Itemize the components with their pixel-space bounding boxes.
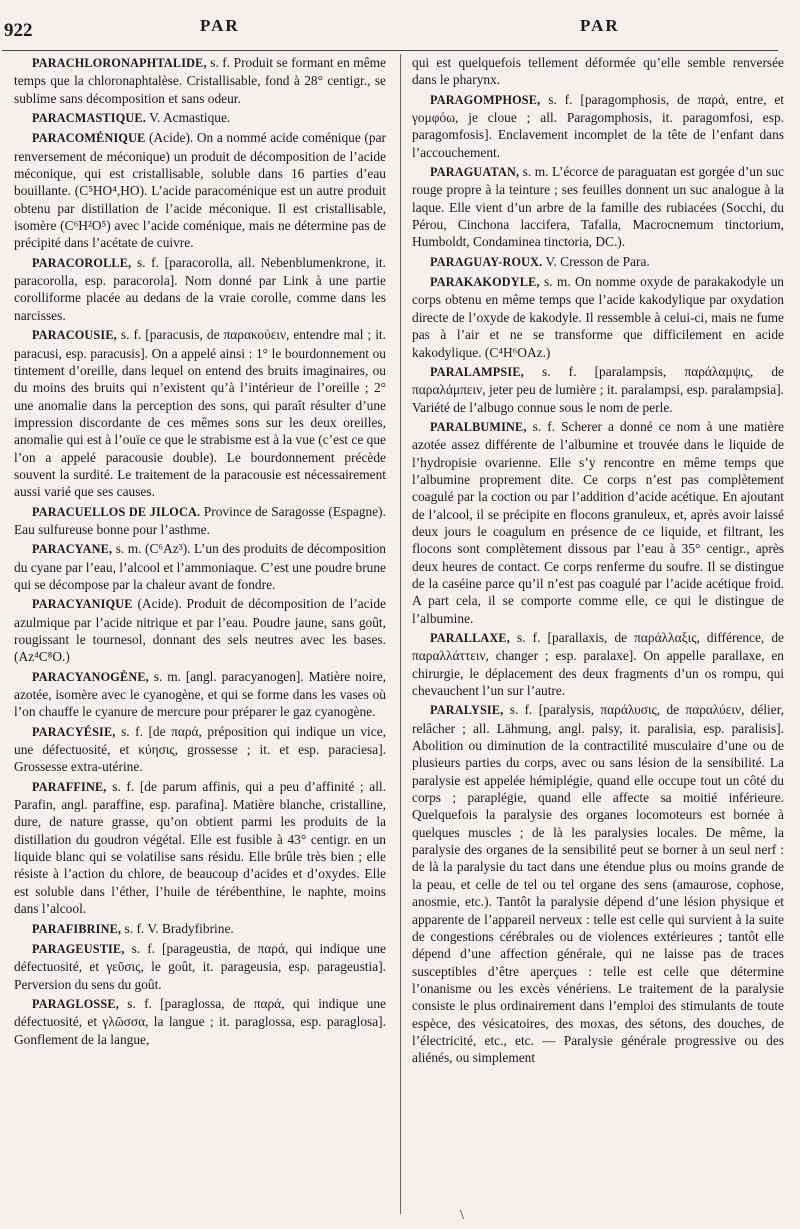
entry-definition: V. Cresson de Para.: [542, 253, 650, 269]
page-number: 922: [4, 20, 33, 41]
entry-definition: s. f. V. Bradyfibrine.: [121, 920, 234, 936]
entry-definition: s. f. Scherer a donné ce nom à une matière azotée assez différente de l’albumine et trouvée dans le liquide de l’hydropisie ovarienne. Elle s’y rencontre en même temps que l’albumine proprement dite. Ce corps n’est pas complètement coagulé par la coction ou par l’addition d’acide acétique. En ajoutant de l’alcool, il se précipite en flocons granuleux, et, après avoir laissé deux jours le coagulum en présence de ce liquide, et filtrant, les flocons sont complètement dissous par l’eau à 35° centigr., après deux heures de contact. Ce corps renferme du soufre. Il se distingue de la caséine parce qu’il n’est pas coagulé par l’acide acétique froid. A part cela, il se comporte comme elle, ce qui le distingue de l’albumine.: [412, 418, 784, 626]
dictionary-entry: [14, 503, 386, 539]
dictionary-entry: [412, 701, 784, 1066]
dictionary-entry: [14, 540, 386, 593]
entry-definition: s. f. [paralysis, παράλυσις, de παραλύειν, délier, relâcher ; all. Lähmung, angl. palsy, it. paralisia, esp. paralisis]. Abolition ou diminution de la contractilité musculaire d’une ou de plusieurs parties du corps, avec ou sans lésion de la sensibilité. La paralysie est appelée hémiplégie, quand elle occupe tout un côté du corps ; paraplégie, quand elle affecte sa moitié inférieure. Quelquefois la paralysie des organes locomoteurs est bornée à quelques muscles ; de là les paralysies locales. De même, la paralysie des organes de la sensibilité peut se borner à un seul nerf : de là la paralysie du tact dans une étendue plus ou moins grande de la peau, et celle de tel ou tel organe des sens (amaurose, cophose, anosmie, etc.). Tantôt la paralysie dépend d’une lésion physique et apparente de l’appareil nerveux : telle est celle qui survient à la suite de congestions cérébrales ou de violences extérieures ; tantôt elle dépend d’une affection générale, qui ne laisse pas de traces susceptibles d’être aperçues : telle est celle que détermine l’onanisme ou les excès vénériens. Le traitement de la paralysie consiste le plus ordinairement dans l’emploi des stimulants de toute espèce, des vésicatoires, des moxas, des sétons, des douches, de l’électricité, etc., etc. — Paralysie générale progressive ou des aliénés, ou simplement: [412, 702, 784, 1066]
column-divider: [400, 54, 401, 1214]
dictionary-entry: [14, 595, 386, 665]
entry-headword: PARACMASTIQUE.: [32, 111, 146, 126]
entry-definition: s. f. [de parum affinis, qui a peu d’affinité ; all. Parafin, angl. paraffine, esp. parafina]. Matière blanche, cristalline, dure, de nature grasse, qu’on obtient parmi les produits de la distillation du goudron végétal. Elle est fusible à 43° centigr. en un liquide blanc qui se volatilise sans résidu. Elle brûle très bien ; elle résiste à l’action du chlore, de beaucoup d’acides et d’oxydes. Elle est soluble dans l’éther, l’huile de térébenthine, le naphte, moins dans l’alcool.: [14, 778, 386, 917]
dictionary-entry: [14, 109, 386, 127]
dictionary-entry: [412, 418, 784, 627]
dictionary-entry: [14, 920, 386, 938]
dictionary-entry: [412, 273, 784, 361]
running-head-right: PAR: [580, 16, 620, 35]
entry-headword: PARACYÉSIE,: [32, 724, 116, 739]
dictionary-entry: [14, 254, 386, 324]
entry-definition: s. f. [paracorolla, all. Nebenblumenkrone, it. paracorolla, esp. paracorola]. Nom donné par Link à une partie corolliforme placée au dedans de la vraie corolle, comme dans les narcisses.: [14, 254, 386, 323]
entry-definition: s. f. [de παρά, préposition qui indique un vice, une défectuosité, et κύησις, grossesse ; it. et esp. paraciesa]. Grossesse extra-utérine.: [14, 723, 386, 775]
dictionary-entry: [14, 778, 386, 918]
dictionary-entry: [14, 54, 386, 107]
entry-definition: Province de Saragosse (Espagne). Eau sulfureuse bonne pour l’asthme.: [14, 503, 386, 537]
entry-headword: PARACYANOGÈNE,: [32, 669, 149, 684]
entry-headword: PARACOROLLE,: [32, 255, 132, 270]
dictionary-entry: [412, 54, 784, 89]
entry-headword: PARAGUATAN,: [430, 165, 520, 180]
entry-headword: PARACYANE,: [32, 542, 113, 557]
dictionary-entry: [14, 723, 386, 776]
dictionary-entry: [14, 940, 386, 993]
entry-headword: PARACOUSIE,: [32, 328, 117, 343]
entry-definition: (Acide). Produit de décomposition de l’acide azulmique par l’acide nitrique et par l’eau. Poudre jaune, sans goût, rougissant le tournesol, donnant des sels neutres avec les bases. (Az⁴C⁸O.): [14, 596, 386, 665]
entry-definition: s. m. L’écorce de paraguatan est gorgée d’un suc rouge propre à la teinture ; ses feuilles donnent un suc analogue à la laque. Elle vient d’un arbre de la famille des rubiacées (Socchi, du Pérou, Cinchona laccifera, Tafalla, Macrocnemum tinctorium, Humboldt, Condaminea tinctoria, DC.).: [412, 164, 784, 250]
entry-definition: s. m. [angl. paracyanogen]. Matière noire, azotée, isomère avec le cyanogène, et qui se forme dans les vases où l’on chauffe le cyanure de mercure pour préparer le gaz cyanogène.: [14, 668, 386, 720]
entry-headword: PARALAMPSIE,: [430, 364, 524, 379]
dictionary-entry: [14, 995, 386, 1048]
entry-headword: PARACOMÉNIQUE: [32, 131, 146, 146]
header-rule: [2, 50, 778, 51]
entry-headword: PARAGUAY-ROUX.: [430, 254, 543, 269]
entry-headword: PARAGEUSTIE,: [32, 941, 125, 956]
entry-definition: s. m. (C⁶Az³). L’un des produits de décomposition du cyane par l’eau, l’alcool et l’ammoniaque. C’est une poudre brune qui se décompose par la chaleur avant de fondre.: [14, 541, 386, 592]
dictionary-entry: [14, 129, 386, 251]
entry-headword: PARACYANIQUE: [32, 597, 133, 612]
entry-headword: PARAGOMPHOSE,: [430, 92, 541, 107]
entry-headword: PARAFIBRINE,: [32, 921, 122, 936]
dictionary-entry: [412, 629, 784, 699]
dictionary-entry: [14, 326, 386, 500]
entry-definition: s. f. [parallaxis, de παράλλαξις, différence, de παραλλάττειν, changer ; esp. paralaxe]. On appelle parallaxe, en chirurgie, le déplacement des deux fragments d’un os rompu, qui chevauchent l’un sur l’autre.: [412, 630, 784, 699]
dictionary-entry: [14, 668, 386, 721]
entry-definition: s. f. [paragomphosis, de παρά, entre, et γομφόω, je cloue ; all. Paragomphosis, it. paragomfosi, esp. paragomfosis]. Enclavement incomplet de la tête de l’enfant dans l’accouchement.: [412, 91, 784, 160]
entry-headword: PARACHLORONAPHTALIDE,: [32, 56, 207, 70]
dictionary-entry: [412, 253, 784, 271]
entry-definition: V. Acmastique.: [145, 110, 231, 126]
entry-definition: (Acide). On a nommé acide coménique (par renversement de méconique) un produit de décomposition de l’acide méconique, qui est cristallisable, soluble dans 16 parties d’eau bouillante. (C⁵HO⁴,HO). L’acide paracoménique est un autre produit obtenu par distillation de l’acide méconique. Il est cristallisable, isomère (C⁶H²O⁵) avec l’acide coménique, mais ne détermine pas de précipité dans l’acétate de cuivre.: [14, 130, 386, 251]
entry-definition: s. f. Produit se formant en même temps que la chloronaphtalèse. Cristallisable, fond à 28° centigr., se sublime sans décomposition et sans odeur.: [14, 55, 386, 106]
entry-definition: s. f. [paraglossa, de παρά, qui indique une défectuosité, et γλῶσσα, la langue ; it. paraglossa, esp. paraglosa]. Gonflement de la langue,: [14, 995, 386, 1047]
dictionary-entry: [412, 91, 784, 161]
entry-headword: PARAKAKODYLE,: [430, 275, 540, 290]
entry-headword: PARALBUMINE,: [430, 419, 527, 434]
entry-headword: PARALLAXE,: [430, 631, 510, 645]
entry-definition: s. f. [paralampsis, παράλαμψις, de παραλάμπειν, jeter peu de lumière ; it. paralampsi, esp. paralampsia]. Variété de l’albugo connue sous le nom de perle.: [412, 363, 784, 415]
entry-headword: PARAFFINE,: [32, 779, 107, 794]
right-column: [412, 54, 784, 1219]
entry-headword: PARALYSIE,: [430, 703, 504, 718]
entry-definition: qui est quelquefois tellement déformée qu’elle semble renversée dans le pharynx.: [412, 55, 784, 88]
entry-headword: PARACUELLOS DE JILOCA.: [32, 504, 201, 519]
running-head-left: PAR: [200, 16, 240, 35]
bottom-mark: \: [460, 1208, 464, 1223]
dictionary-entry: [412, 163, 784, 251]
entry-headword: PARAGLOSSE,: [32, 996, 119, 1011]
left-column: [14, 54, 386, 1219]
dictionary-entry: [412, 363, 784, 416]
entry-definition: s. f. [parageustia, de παρά, qui indique une défectuosité, et γεῦσις, le goût, it. parageusia, esp. parageustia]. Perversion du sens du goût.: [14, 940, 386, 992]
entry-definition: s. f. [paracusis, de παρακούειν, entendre mal ; it. paracusi, esp. paracusis]. On a appelé ainsi : 1° le bourdonnement ou tintement d’oreille, dans lequel on entend des bruits imaginaires, ou du moins des bruits qui n’existent qu’à l’intérieur de l’oreille ; 2° une anomalie dans la perception des sons, qui paraît résulter d’une impression discordante de ces mêmes sons sur les deux oreilles, anomalie qui est à l’ouïe ce que le strabisme est à la vue (c’est ce que l’on a appelé paracousie double). Le bourdonnement précède souvent la surdité. Le traitement de la paracousie est nécessairement aussi varié que ses causes.: [14, 327, 386, 500]
entry-definition: s. m. On nomme oxyde de parakakodyle un corps obtenu en même temps que l’acide kakodylique par oxydation directe de l’oxyde de kakodyle. Il ressemble à celui-ci, mais ne fume pas à l’air et ne se transforme que difficilement en acide kakodylique. (C⁴H⁶OAz.): [412, 274, 784, 360]
